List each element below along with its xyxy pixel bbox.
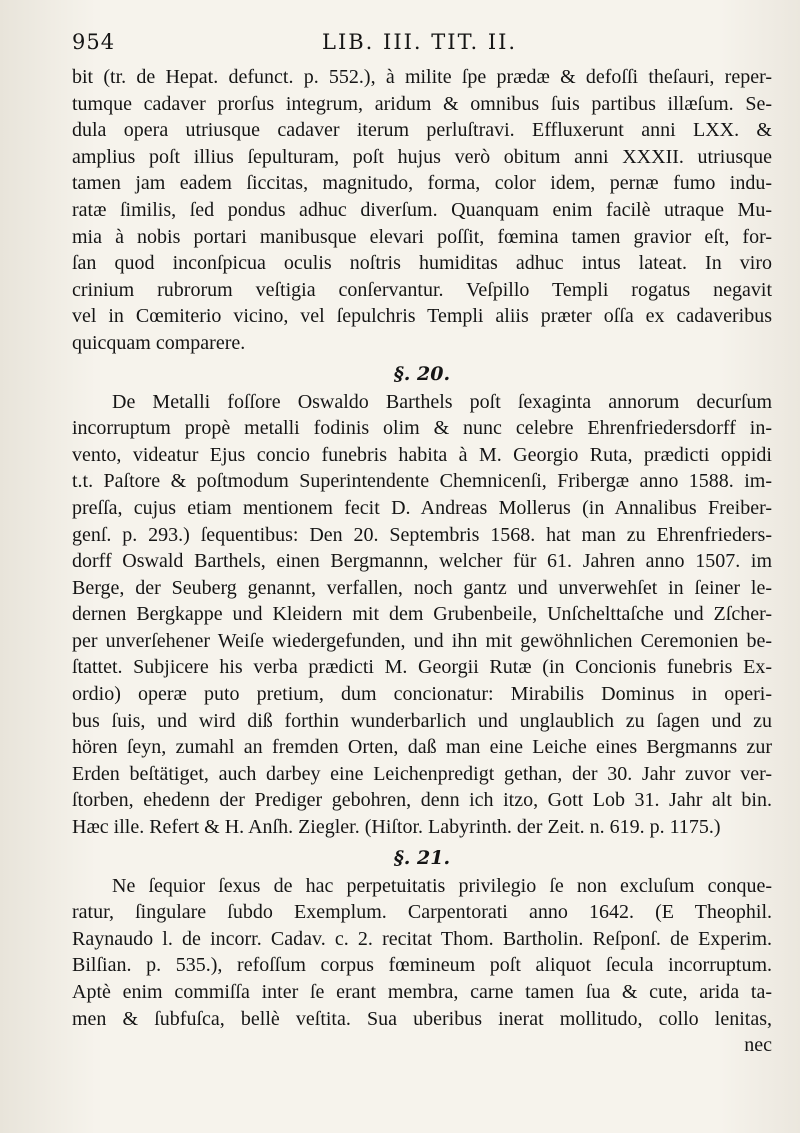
- text-line: Ne ſequior ſexus de hac perpetuitatis privilegio ſe non excluſum conque-: [112, 874, 772, 897]
- running-head: [72, 30, 772, 58]
- paragraph-continuation: [72, 64, 772, 357]
- text-line: ſan quod inconſpicua oculis noſtris humiditas adhuc intus lateat. In viro: [72, 252, 772, 275]
- text-line: Berge, der Seuberg genannt, verfallen, noch gantz und unverwehſet in ſeiner le-: [72, 576, 772, 599]
- paragraph-section-20: [72, 389, 772, 841]
- text-line: Raynaudo l. de incorr. Cadav. c. 2. recitat Thom. Bartholin. Reſponſ. de Experim.: [72, 927, 772, 950]
- text-line: preſſa, cujus etiam mentionem fecit D. Andreas Mollerus (in Annalibus Freiber-: [72, 496, 772, 519]
- running-title: LIB. III. TIT. II.: [322, 30, 518, 54]
- text-line: vento, videatur Ejus concio funebris habita à M. Georgio Ruta, prædicti oppidi: [72, 443, 772, 466]
- text-line: vel in Cœmiterio vicino, vel ſepulchris Templi aliis præter oſſa ex cadaveribus: [72, 305, 772, 328]
- text-line: Hæc ille. Refert & H. Anſh. Ziegler. (Hiſtor. Labyrinth. der Zeit. n. 619. p. 1175.): [72, 816, 721, 839]
- text-line: Erden beſtätiget, auch darbey eine Leichenpredigt gethan, der 30. Jahr zuvor ver-: [72, 762, 772, 785]
- text-line: men & ſubfuſca, bellè veſtita. Sua uberibus inerat mollitudo, collo lenitas,: [72, 1007, 772, 1030]
- text-line: crinium rubrorum veſtigia conſervantur. Veſpillo Templi rogatus negavit: [72, 278, 772, 301]
- text-line: ratur, ſingulare ſubdo Exemplum. Carpentorati anno 1642. (E Theophil.: [72, 901, 772, 924]
- text-line: quicquam comparere.: [72, 331, 246, 354]
- page-number: 954: [72, 30, 116, 54]
- text-line: tumque cadaver prorſus integrum, aridum & omnibus ſuis partibus illæſum. Se-: [72, 92, 772, 115]
- text-line: mia à nobis portari manibusque elevari poſſit, fœmina tamen gravior eſt, for-: [72, 225, 772, 248]
- text-line: Aptè enim commiſſa inter ſe erant membra, carne tamen ſua & cute, arida ta-: [72, 981, 772, 1003]
- paragraph-section-21: [72, 873, 772, 1033]
- text-line: amplius poſt illius ſepulturam, poſt hujus verò obitum anni XXXII. utriusque: [72, 145, 772, 168]
- text-line: per unverſehener Weiſe wiedergefunden, und ihn mit gewöhnlichen Ceremonien be-: [72, 629, 772, 652]
- section-heading-21: §. 21.: [393, 846, 451, 869]
- text-line: ſtorben, ehedenn der Prediger gebohren, denn ich itzo, Gott Lob 31. Jahr alt bin.: [72, 789, 772, 812]
- text-line: ordio) operæ puto pretium, dum concionatur: Mirabilis Dominus in operi-: [72, 683, 772, 706]
- text-line: bit (tr. de Hepat. defunct. p. 552.), à milite ſpe prædæ & defoſſi theſauri, reper-: [72, 66, 772, 88]
- text-line: dula opera utriusque cadaver iterum perluſtravi. Effluxerunt anni LXX. &: [72, 119, 772, 142]
- text-line: Bilſian. p. 535.), refoſſum corpus fœmineum poſt aliquot ſecula incorruptum.: [72, 954, 772, 977]
- text-line: dernen Bergkappe und Kleidern mit dem Grubenbeile, Unſchelttaſche und Zſcher-: [72, 603, 772, 626]
- text-line: ratæ ſimilis, ſed pondus adhuc diverſum. Quanquam enim facilè utraque Mu-: [72, 198, 772, 221]
- text-line: bus ſuis, und wird diß forthin wunderbarlich und unglaublich zu ſagen und zu: [72, 709, 772, 732]
- text-line: De Metalli foſſore Oswaldo Barthels poſt ſexaginta annorum decurſum: [112, 390, 772, 413]
- text-line: t.t. Paſtore & poſtmodum Superintendente Chemnicenſi, Fribergæ anno 1588. im-: [72, 470, 772, 493]
- text-line: ſtattet. Subjicere his verba prædicti M. Georgii Rutæ (in Concionis funebris Ex-: [72, 656, 772, 679]
- text-line: genſ. p. 293.) ſequentibus: Den 20. Septembris 1568. hat man zu Ehrenfrieders-: [72, 523, 772, 546]
- text-line: dorff Oswald Barthels, einen Bergmannn, welcher für 61. Jahren anno 1507. im: [72, 550, 772, 573]
- section-heading-20: §. 20.: [393, 362, 451, 385]
- text-line: hören ſeyn, zumahl an fremden Orten, daß man eine Leiche eines Bergmanns zur: [72, 736, 772, 759]
- text-line: tamen jam eadem ſiccitas, magnitudo, forma, color idem, pernæ fumo indu-: [72, 172, 772, 195]
- catchword: nec: [744, 1034, 772, 1057]
- text-line: incorruptum propè metalli fodinis olim & nunc celebre Ehrenfriedersdorff in-: [72, 417, 772, 440]
